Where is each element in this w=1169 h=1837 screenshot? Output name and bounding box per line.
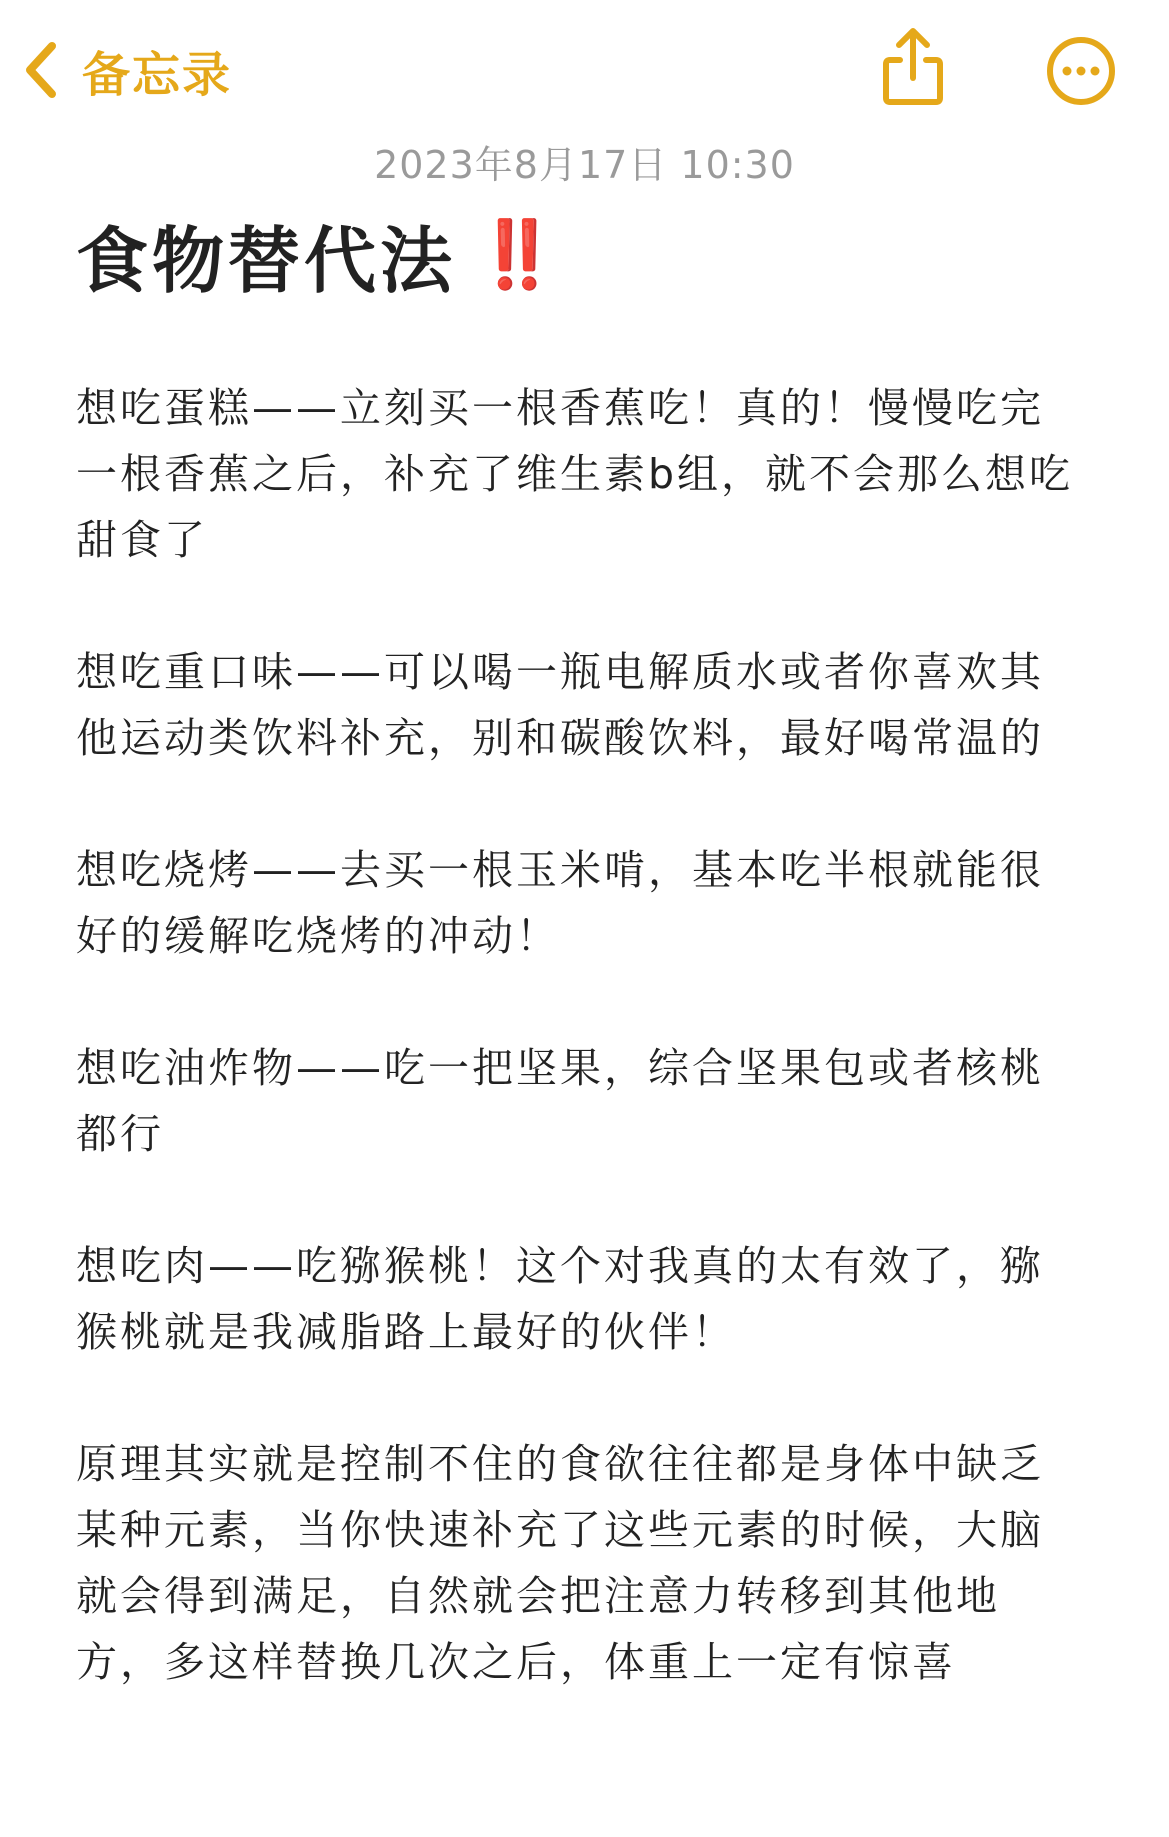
chevron-left-icon — [24, 40, 58, 100]
share-button[interactable] — [880, 26, 946, 106]
note-paragraph: 想吃油炸物——吃一把坚果，综合坚果包或者核桃都行 — [76, 1044, 1044, 1158]
share-icon — [880, 91, 946, 110]
back-label: 备忘录 — [82, 46, 233, 103]
note-title-row — [76, 210, 553, 303]
note-paragraph: 原理其实就是控制不住的食欲往往都是身体中缺乏某种元素，当你快速补充了这些元素的时候，大脑就会得到满足，自然就会把注意力转移到其他地方，多这样替换几次之后，体重上一定有惊喜 — [76, 1440, 1044, 1686]
navigation-bar — [0, 0, 1169, 140]
note-paragraph: 想吃重口味——可以喝一瓶电解质水或者你喜欢其他运动类饮料补充，别和碳酸饮料，最好喝常温的 — [76, 648, 1044, 762]
note-paragraph: 想吃烧烤——去买一根玉米啃，基本吃半根就能很好的缓解吃烧烤的冲动！ — [76, 846, 1044, 960]
note-paragraph: 想吃蛋糕——立刻买一根香蕉吃！真的！慢慢吃完一根香蕉之后，补充了维生素b组，就不会那么想吃甜食了 — [76, 384, 1074, 564]
more-button[interactable] — [1046, 36, 1116, 106]
back-button[interactable] — [24, 36, 232, 104]
note-body[interactable] — [76, 375, 1086, 1761]
note-title: 食物替代法 — [76, 219, 457, 303]
ellipsis-circle-icon — [1046, 91, 1116, 110]
note-date: 2023年8月17日 10:30 — [374, 143, 795, 187]
note-paragraph: 想吃肉——吃猕猴桃！这个对我真的太有效了，猕猴桃就是我减脂路上最好的伙伴！ — [76, 1242, 1044, 1356]
double-exclamation-emoji: ‼️ — [476, 216, 553, 293]
